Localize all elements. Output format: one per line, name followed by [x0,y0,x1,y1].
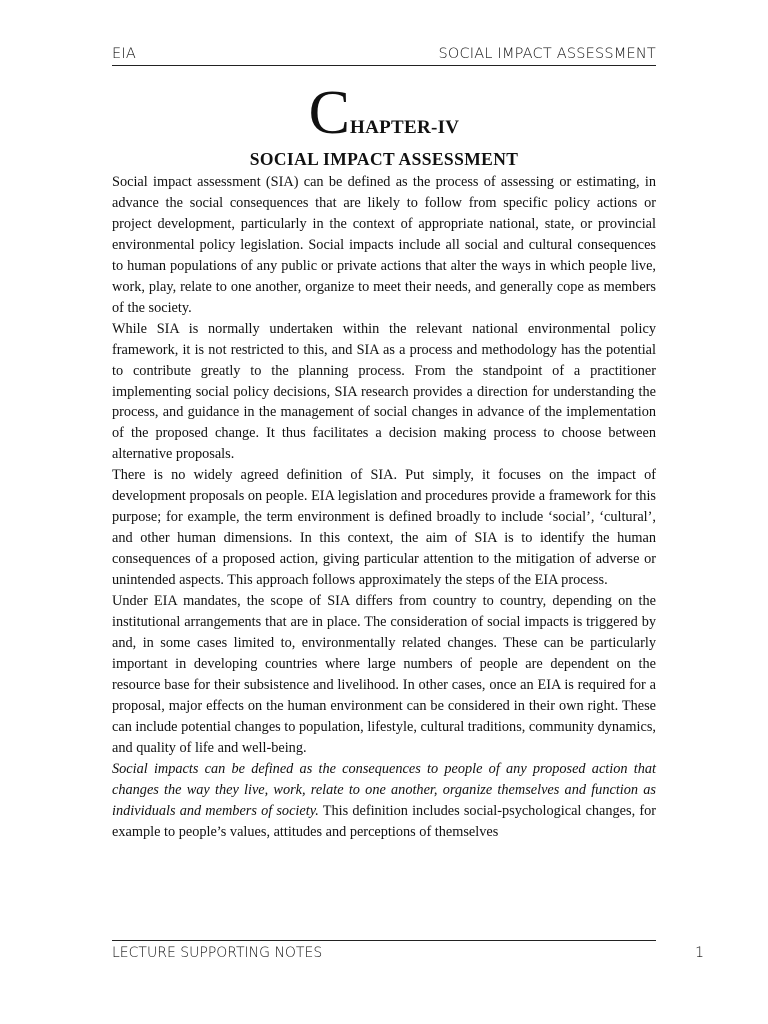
chapter-drop-cap: C [308,79,351,147]
paragraph-4: Under EIA mandates, the scope of SIA differs from country to country, depending on the institutional arrangements that are in place. The consideration of social impacts is triggered by and, in some cases limited to, environmentally related changes. These can be particularly important in developing countries where large numbers of people are dependent on the resource base for their subsistence and livelihood. In other cases, once an EIA is required for a proposal, major effects on the human environment can be considered in their own right. These can include potential changes to population, lifestyle, cultural traditions, community dynamics, and quality of life and well-being. [112,593,656,756]
footer-left: LECTURE SUPPORTING NOTES [112,945,323,961]
body-text [112,172,656,843]
header-right: SOCIAL IMPACT ASSESSMENT [438,46,656,62]
paragraph-1: Social impact assessment (SIA) can be defined as the process of assessing or estimating, in advance the social consequences that are likely to follow from specific policy actions or project development, particularly in the context of appropriate national, state, or provincial environmental policy legislation. Social impacts include all social and cultural consequences to human populations of any public or private actions that alter the ways in which people live, work, play, relate to one another, organize to meet their needs, and generally cope as members of the society. [112,174,656,316]
paragraph-5 [112,759,656,843]
chapter-label: HAPTER-IV [350,117,460,138]
paragraph-5-continuation: This definition includes social-psychological changes, for example to people’s values, attitudes and perceptions of themselves [112,802,656,840]
chapter-heading [112,79,656,147]
section-title: SOCIAL IMPACT ASSESSMENT [249,149,519,169]
italic-definition: Social impacts can be defined as the consequences to people of any proposed action that changes the way they live, work, relate to one another, organize themselves and function as individuals and members of society. [112,760,656,819]
header-left: EIA [112,46,136,62]
paragraph-2: While SIA is normally undertaken within the relevant national environmental policy framework, it is not restricted to this, and SIA as a process and methodology has the potential to contribute greatly to the planning process. From the standpoint of a practitioner implementing social policy decisions, SIA research provides a direction for understanding the process, and guidance in the management of social changes in advance of the implementation of the proposed change. It thus facilitates a decision making process to choose between alternative proposals. [112,320,656,463]
running-header [112,46,656,66]
paragraph-3: There is no widely agreed definition of SIA. Put simply, it focuses on the impact of development proposals on people. EIA legislation and procedures provide a framework for this purpose; for example, the term environment is defined broadly to include ‘social’, ‘cultural’, and other human dimensions. In this context, the aim of SIA is to identify the human consequences of a proposed action, giving particular attention to the mitigation of adverse or unintended aspects. This approach follows approximately the steps of the EIA process. [112,467,656,589]
page-number: 1 [695,945,704,961]
running-footer [112,940,704,961]
